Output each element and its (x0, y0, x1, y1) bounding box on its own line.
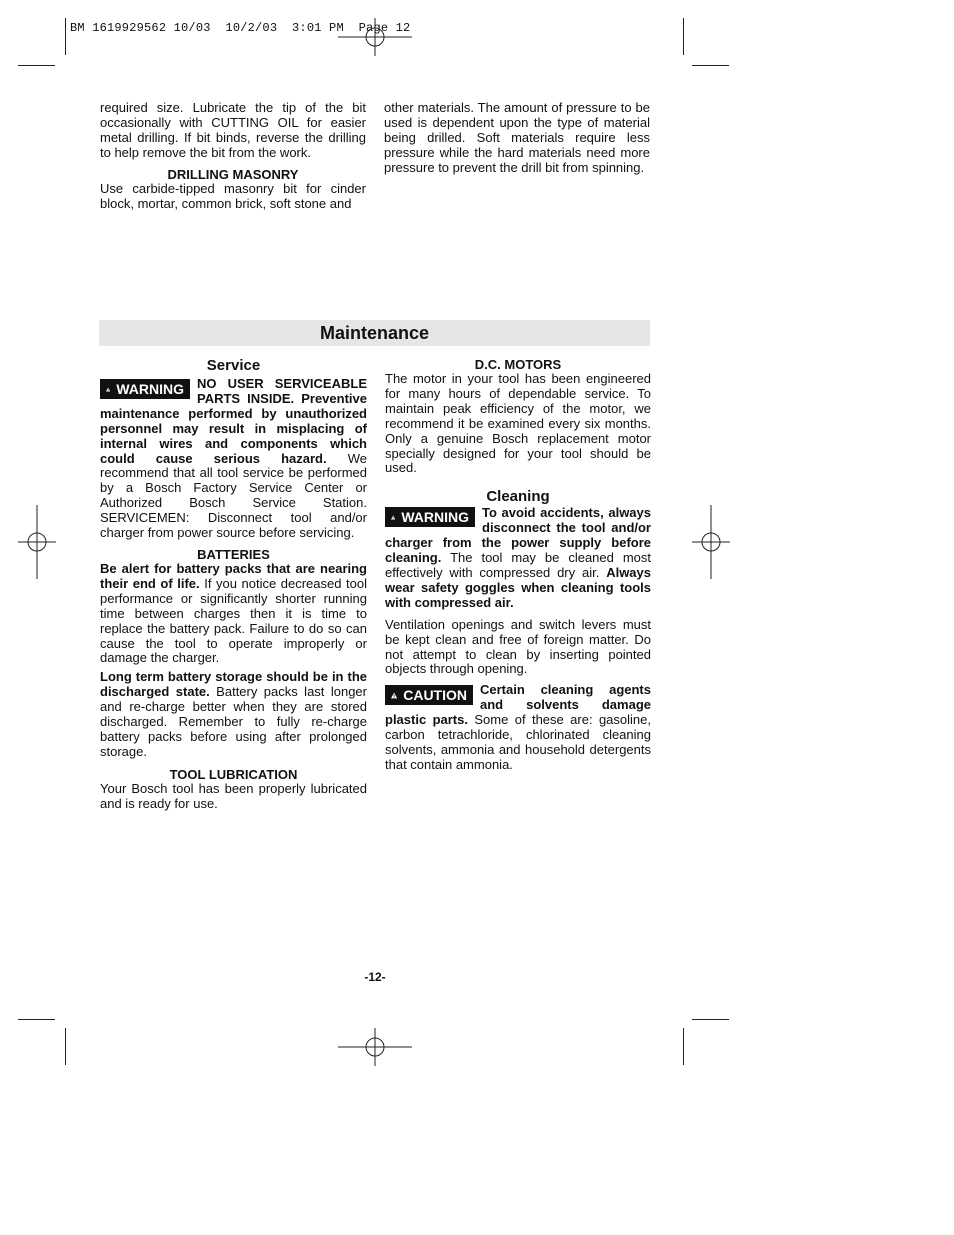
dc-motors-heading: D.C. MOTORS (474, 357, 562, 372)
registration-mark-left (18, 505, 56, 579)
page-number: -12- (364, 970, 386, 984)
crop-mark (692, 65, 729, 66)
maintenance-right-column (385, 357, 651, 773)
ventilation-paragraph: Ventilation openings and switch levers must be kept clean and free of foreign matter. Do not attempt to clean by inserting pointed objects through opening. (385, 616, 651, 677)
crop-mark (683, 1028, 684, 1065)
crop-mark (18, 65, 55, 66)
batteries-body-text: If you notice decreased tool performance or significantly shorter running time between charges then it is time to replace the battery pack. Failure to do so can cause the tool to operate improperly or damage the charger. (100, 575, 367, 666)
cleaning-warning-text: To avoid accidents, always disconnect the tool and/or charger from the power supply before cleaning. (385, 505, 651, 566)
goggles-warning-text: Always wear safety goggles when cleaning tools with compressed air. (385, 564, 651, 610)
section-title-banner: Maintenance (99, 320, 650, 346)
registration-mark-top (338, 18, 412, 56)
caution-bold-text: Certain cleaning agents and solvents damage plastic parts. (385, 682, 651, 728)
motors-paragraph: The motor in your tool has been engineered for many hours of dependable service. To maintain peak efficiency of the motor, we recommend it be examined every six months. Only a genuine Bosch replacement motor specially designed for your tool should be used. (385, 371, 651, 476)
caution-body-text: Some of these are: gasoline, carbon tetrachloride, chlorinated cleaning solvents, ammonia and household detergents that contain ammonia. (385, 712, 651, 772)
storage-body-text: Battery packs last longer and re-charge better when they are stored discharged. Remember to fully re-charge battery packs before using after prolonged storage. (100, 684, 367, 759)
warning-label: WARNING (116, 381, 184, 397)
batteries-paragraph (100, 562, 367, 666)
registration-mark-right (692, 505, 730, 579)
registration-mark-bottom (338, 1028, 412, 1066)
warning-triangle-icon (106, 383, 110, 396)
service-heading: Service (206, 357, 261, 374)
caution-label: CAUTION (403, 687, 467, 704)
caution-badge (385, 685, 473, 705)
caution-paragraph (385, 683, 651, 772)
storage-paragraph (100, 670, 367, 759)
crop-mark (692, 1019, 729, 1020)
batteries-bold-text: Be alert for battery packs that are nearing their end of life. (100, 560, 367, 591)
pressure-paragraph: other materials. The amount of pressure to be used is dependent upon the type of material being drilled. Soft materials require less pressure while the hard materials need more pressure to prevent the drill bit from spinning. (384, 100, 650, 175)
storage-bold-text: Long term battery storage should be in the discharged state. (100, 669, 367, 700)
service-body-text: We recommend that all tool service be performed by a Bosch Factory Service Center or Authorized Bosch Service Station. SERVICEMEN: Disconnect tool and/or charger from power source before servicing. (100, 450, 367, 541)
warning-label: WARNING (401, 509, 469, 526)
tool-lubrication-heading: TOOL LUBRICATION (169, 766, 298, 782)
crop-mark (65, 1028, 66, 1065)
warning-badge (100, 379, 190, 399)
cleaning-heading: Cleaning (486, 488, 550, 506)
drilling-masonry-heading: DRILLING MASONRY (167, 166, 299, 182)
crop-mark (683, 18, 684, 55)
crop-mark (65, 18, 66, 55)
crop-mark (18, 1019, 55, 1020)
drilling-paragraph: required size. Lubricate the tip of the bit occasionally with CUTTING OIL for easier metal drilling. If bit binds, reverse the drilling to help remove the bit from the work. (100, 100, 366, 160)
service-paragraph (100, 377, 367, 541)
warning-triangle-icon (391, 689, 397, 702)
lubrication-paragraph: Your Bosch tool has been properly lubricated and is ready for use. (100, 780, 367, 811)
print-slug: BM 1619929562 10/03 10/2/03 3:01 PM Page 12 (70, 21, 411, 35)
top-right-column (384, 101, 650, 176)
masonry-paragraph: Use carbide-tipped masonry bit for cinder block, mortar, common brick, soft stone and (100, 180, 366, 211)
warning-triangle-icon (391, 511, 395, 524)
warning-badge (385, 507, 475, 527)
maintenance-left-column (100, 357, 367, 812)
top-left-column (100, 101, 366, 211)
service-warning-text: NO USER SERVICEABLE PARTS INSIDE. Preventive maintenance performed by unauthorized personnel may result in misplacing of internal wires and components which could cause serious hazard. (100, 376, 367, 466)
cleaning-body-text: The tool may be cleaned most effectively with compressed dry air. (385, 550, 651, 580)
cleaning-paragraph (385, 506, 651, 610)
batteries-heading: BATTERIES (197, 546, 270, 562)
